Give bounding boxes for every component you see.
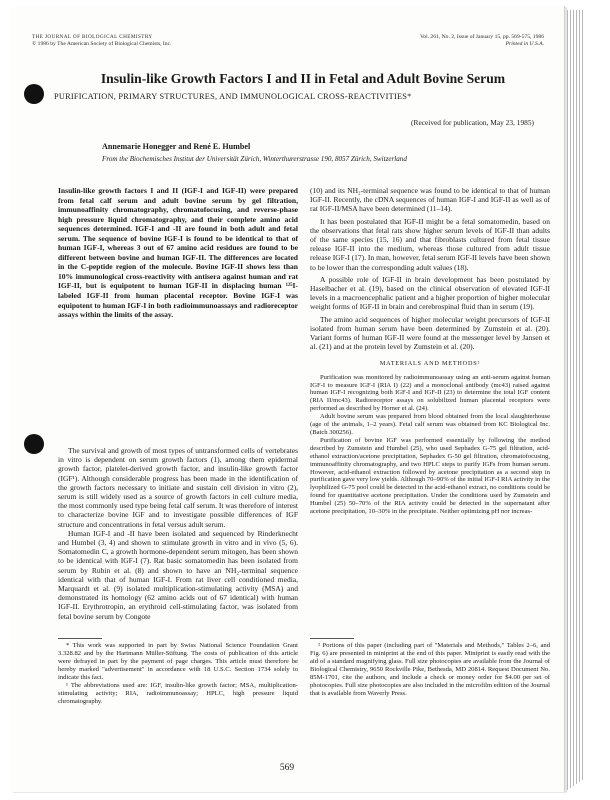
journal-name: THE JOURNAL OF BIOLOGICAL CHEMISTRY xyxy=(32,34,153,40)
methods-paragraph-1: Purification was monitored by radioimmunoassay using an anti-serum against human IGF-I to measure IGF-I (RIA I) (22) and a monoclonal antibody (mc43) raised against human IGF-I recognizing both IGF-I and IGF-II (23) to determine the total IGF content (RIA II/mc43). Radioreceptor assays on solubilized human placental receptors were performed as described by Horner et al. (24). xyxy=(310,373,550,413)
methods-paragraph-3: Purification of bovine IGF was performed essentially by following the method described by Zumstein and Humbel (25), who used Sephadex G-75 gel filtration, acid-ethanol extraction/acetone precipitation, Sephadex G-50 gel filtration, chromatofocusing, immunoaffinity chromatography, and two HPLC steps to purify IGFs from human serum. However, acid-ethanol extraction followed by acetone precipitation as a second step in purification gave very low yields. Although 70–90% of the initial IGF-I RIA activity in the lyophilized G-75 pool could be detected in the acid-ethanol extract, no conditions could be found for quantitative acetone precipitation. Under the conditions used by Zumstein and Humbel (25) 50–70% of the RIA activity could be detected in the supernatant after acetone precipitation, 10–30% in the precipitate. Neither optimizing pH nor increas- xyxy=(310,436,550,516)
methods-paragraph-2: Adult bovine serum was prepared from blood obtained from the local slaughterhouse (age of the animals, 1–2 years). Fetal calf serum was obtained from KC Biological Inc. (Batch 300256). xyxy=(310,413,550,436)
page-number: 569 xyxy=(279,763,295,773)
article-title: Insulin-like Growth Factors I and II in Fetal and Adult Bovine Serum xyxy=(100,71,506,86)
footnote-rule-left xyxy=(58,638,102,639)
footnote-star: * This work was supported in part by Swiss National Science Foundation Grant 3.328.82 and by the Hartmann Müller-Stiftung. The costs of publication of this article were defrayed in part by the payment of page charges. This article must therefore be hereby marked "advertisement" in accordance with 18 U.S.C. Section 1734 solely to indicate this fact. xyxy=(58,642,298,681)
running-header-right xyxy=(420,34,544,47)
right-column-body xyxy=(310,186,550,516)
methods-section xyxy=(310,374,550,516)
footnote-rule-right xyxy=(310,638,354,639)
right-paragraph-4: The amino acid sequences of higher molecular weight precursors of IGF-II isolated from human serum have been determined by Zumstein et al. (20). Variant forms of human IGF-II were found at the messenger level by Jansen et al. (21) and at the protein level by Zumstein et al. (20). xyxy=(310,314,550,352)
footnote-1: ¹ The abbreviations used are: IGF, insulin-like growth factor; MSA, multiplication-stimulating activity; RIA, radioimmunoassay; HPLC, high pressure liquid chromatography. xyxy=(58,682,298,705)
intro-paragraph-1: The survival and growth of most types of untransformed cells of vertebrates in vitro is dependent on serum growth factors (1), among them epidermal growth factor, platelet-derived growth factor, and insulin-like growth factor (IGF¹). Although considerable progress has been made in the identification of the growth factors necessary to initiate and sustain cell division in vitro (2), serum is still widely used as a source of growth factors in cell culture media, the most commonly used type being fetal calf serum. It was therefore of interest to characterize bovine IGF and to investigate possible differences of IGF structure and concentrations in fetal versus adult serum. xyxy=(58,446,298,529)
received-date: (Received for publication, May 23, 1985) xyxy=(411,118,534,127)
abstract xyxy=(58,186,298,320)
journal-page xyxy=(10,6,564,792)
left-column-body xyxy=(58,446,298,621)
continued-paragraph: (10) and its NH₂-terminal sequence was found to be identical to that of human IGF-II. Recently, the cDNA sequences of human IGF-I and IGF-II as well as of rat IGF-II/MSA have been determined (11–14). xyxy=(310,186,550,214)
authors: Annemarie Honegger and René E. Humbel xyxy=(102,142,251,151)
left-footnotes xyxy=(58,642,298,706)
article-subtitle: PURIFICATION, PRIMARY STRUCTURES, AND IMMUNOLOGICAL CROSS-REACTIVITIES* xyxy=(54,92,412,101)
affiliation: From the Biochemisches Institut der Universität Zürich, Winterthurerstrasse 190, 8057 Zürich, Switzerland xyxy=(102,155,407,163)
running-header-left xyxy=(32,34,171,47)
footnote-2: ² Portions of this paper (including part of "Materials and Methods," Tables 2–6, and Fig. 6) are presented in miniprint at the end of this paper. Miniprint is easily read with the aid of a standard magnifying glass. Full size photocopies are available from the Journal of Biological Chemistry, 9650 Rockville Pike, Bethesda, MD 20814. Request Document No. 85M-1701, cite the authors, and include a check or money order for $4.00 per set of photocopies. Full size photocopies are also included in the microfilm edition of the Journal that is available from Waverly Press. xyxy=(310,642,550,697)
punch-hole-middle xyxy=(24,434,44,454)
right-paragraph-2: It has been postulated that IGF-II might be a fetal somatomedin, based on the observations that fetal rats show higher serum levels of IGF-II than adults of the same species (15, 16) and that fibroblasts cultured from fetal tissue release IGF-II into the medium, whereas those cultured from adult tissue release IGF-I (17). In man, however, fetal serum IGF-II levels have been shown to be lower than the corresponding adult values (18). xyxy=(310,216,550,272)
abstract-text: Insulin-like growth factors I and II (IGF-I and IGF-II) were prepared from fetal calf serum and adult bovine serum by gel filtration, immunoaffinity chromatography, chromatofocusing, and reverse-phase high pressure liquid chromatography, and their complete amino acid sequences determined. IGF-I and -II are found in both adult and fetal serum. The sequence of bovine IGF-I is found to be identical to that of human IGF-I, whereas 3 out of 67 amino acid residues are found to be different between bovine and human IGF-II. The differences are located in the C-peptide region of the molecule. Bovine IGF-II shows less than 10% immunological cross-reactivity with antisera against human and rat IGF-II, but is equipotent to human IGF-II in displacing human ¹²⁵I-labeled IGF-II from human placental receptor. Bovine IGF-I was equipotent to human IGF-I in both radioimmunoassays and radioreceptor assays within the limits of the assay. xyxy=(58,186,298,320)
intro-paragraph-2: Human IGF-I and -II have been isolated and sequenced by Rinderknecht and Humbel (3, 4) and shown to stimulate growth in vitro and in vivo (5, 6). Somatomedin C, a growth hormone-dependent serum mitogen, has been shown to be identical with IGF-I (7). Rat basic somatomedin has been isolated from serum by Rubin et al. (8) and shown to have an NH₂-terminal sequence identical with that of human IGF-I. From rat liver cell conditioned media, Marquardt et al. (9) isolated multiplication-stimulating activity (MSA) and demonstrated its homology (62 amino acids out of 67 identical) with human IGF-II. Erythrotropin, an erythroid cell-stimulating factor, was isolated from fetal bovine serum by Congote xyxy=(58,528,298,621)
copyright-line: © 1986 by The American Society of Biological Chemists, Inc. xyxy=(32,40,172,47)
methods-heading: MATERIALS AND METHODS² xyxy=(379,360,481,368)
volume-line: Vol. 261, No. 2, Issue of January 15, pp. 569-575, 1986 xyxy=(419,34,544,40)
right-footnotes xyxy=(310,642,550,698)
punch-hole-top xyxy=(24,84,44,104)
right-paragraph-3: A possible role of IGF-II in brain development has been postulated by Haselbacher et al. (19), based on the clinical observation of elevated IGF-II levels in a macroencephalic patient and a higher proportion of higher molecular weight forms of IGF-II in brain and cerebrospinal fluid than in serum (19). xyxy=(310,274,550,312)
printed-line: Printed in U.S.A. xyxy=(505,40,544,47)
